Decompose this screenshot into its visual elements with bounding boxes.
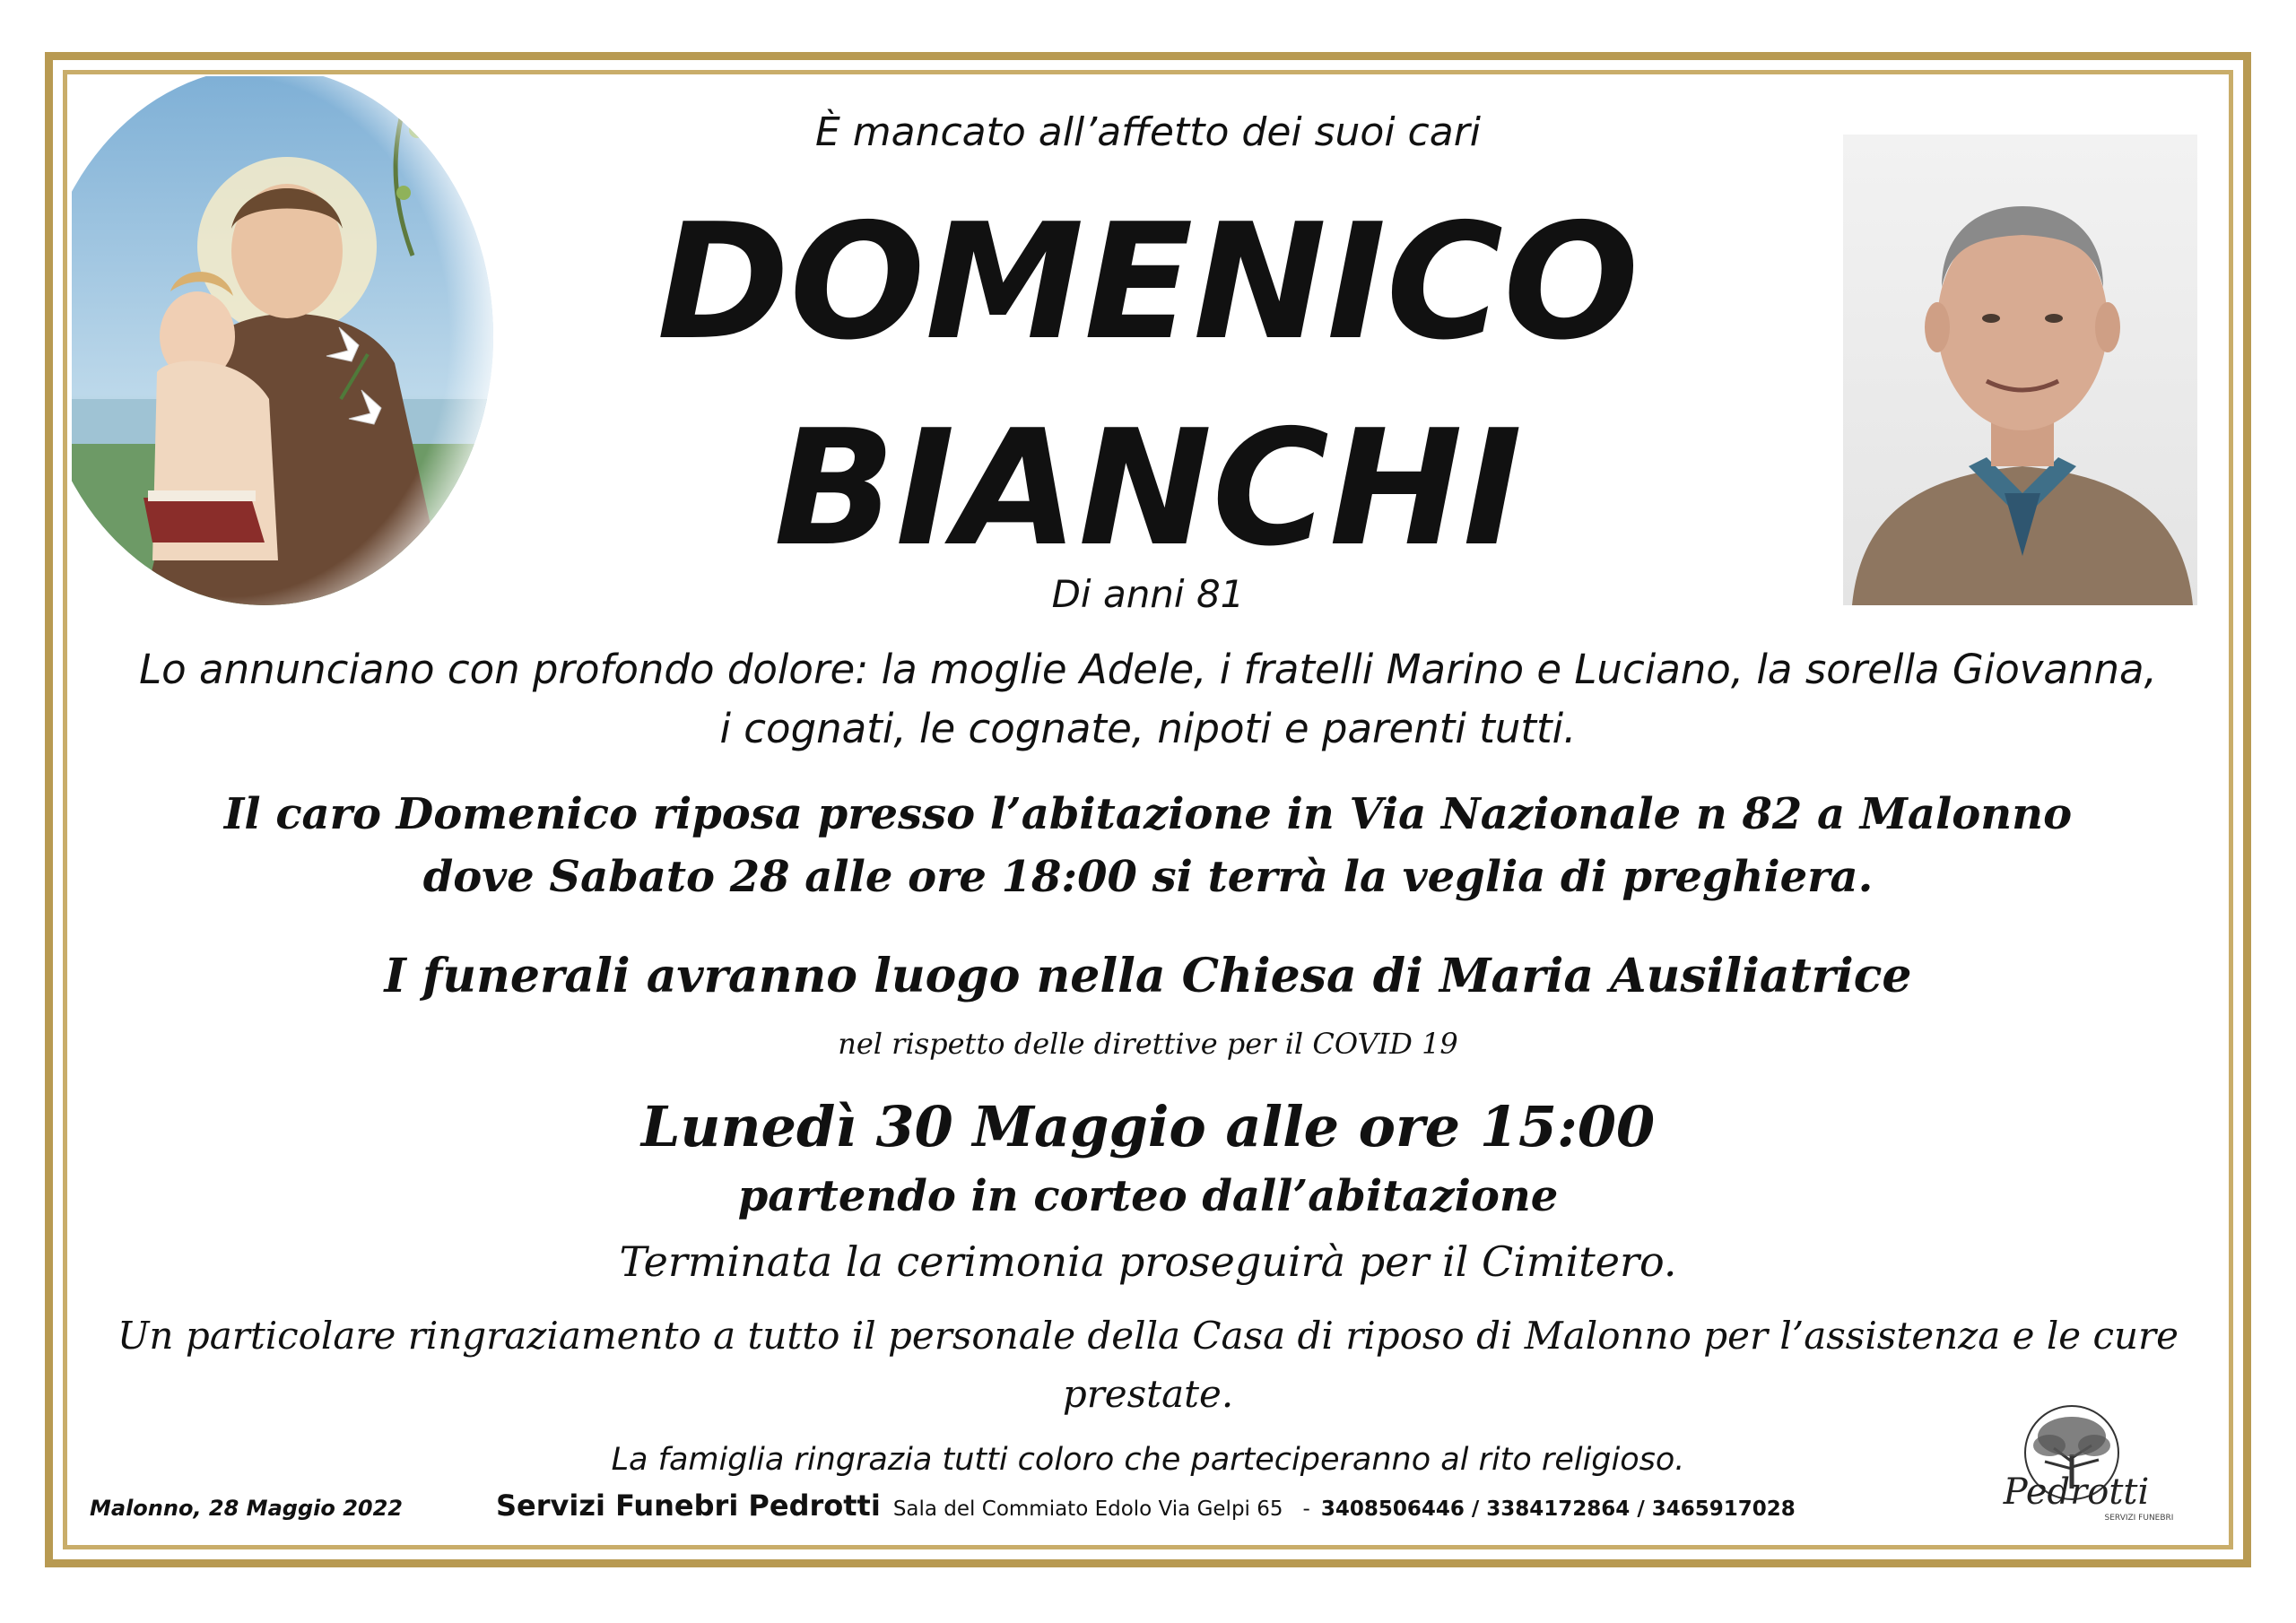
- family-thanks: La famiglia ringrazia tutti coloro che parteciperanno al rito religioso.: [611, 1442, 1685, 1478]
- deceased-first-name: DOMENICO: [657, 189, 1639, 375]
- footer-separator: -: [1302, 1497, 1310, 1521]
- announcement-line-1: Lo annunciano con profondo dolore: la moglie Adele, i fratelli Marino e Luciano, la sorella Giovanna,: [139, 646, 2157, 693]
- funeral-datetime: Lunedì 30 Maggio alle ore 15:00: [640, 1094, 1656, 1159]
- deceased-last-name: BIANCHI: [773, 395, 1523, 581]
- logo-tagline: SERVIZI FUNEBRI: [2104, 1514, 2174, 1523]
- footer-date: Malonno, 28 Maggio 2022: [90, 1496, 403, 1521]
- company-phones: 3408506446 / 3384172864 / 3465917028: [1320, 1497, 1796, 1521]
- thanks-line-1: Un particolare ringraziamento a tutto il personale della Casa di riposo di Malonno per l’assistenza e le cure: [117, 1314, 2179, 1358]
- footer-company-info: [496, 1488, 1796, 1523]
- intro-text: È mancato all’affetto dei suoi cari: [814, 109, 1482, 155]
- logo-name: Pedrotti: [2003, 1471, 2150, 1513]
- procession-text: partendo in corteo dall’abitazione: [737, 1171, 1559, 1221]
- covid-note: nel rispetto delle direttive per il COVID 19: [838, 1027, 1458, 1061]
- company-name: Servizi Funebri Pedrotti: [496, 1488, 881, 1523]
- pedrotti-logo: [1973, 1399, 2179, 1524]
- age-text: Di anni 81: [1051, 572, 1245, 616]
- rest-line-2: dove Sabato 28 alle ore 18:00 si terrà la veglia di preghiera.: [422, 852, 1874, 902]
- funeral-place: I funerali avranno luogo nella Chiesa di Maria Ausiliatrice: [384, 949, 1912, 1003]
- thanks-line-2: prestate.: [1062, 1372, 1234, 1416]
- rest-line-1: Il caro Domenico riposa presso l’abitazione in Via Nazionale n 82 a Malonno: [223, 789, 2073, 839]
- announcement-line-2: i cognati, le cognate, nipoti e parenti tutti.: [719, 705, 1577, 752]
- company-address: Sala del Commiato Edolo Via Gelpi 65: [892, 1497, 1283, 1521]
- cemetery-text: Terminata la cerimonia proseguirà per il Cimitero.: [619, 1237, 1677, 1286]
